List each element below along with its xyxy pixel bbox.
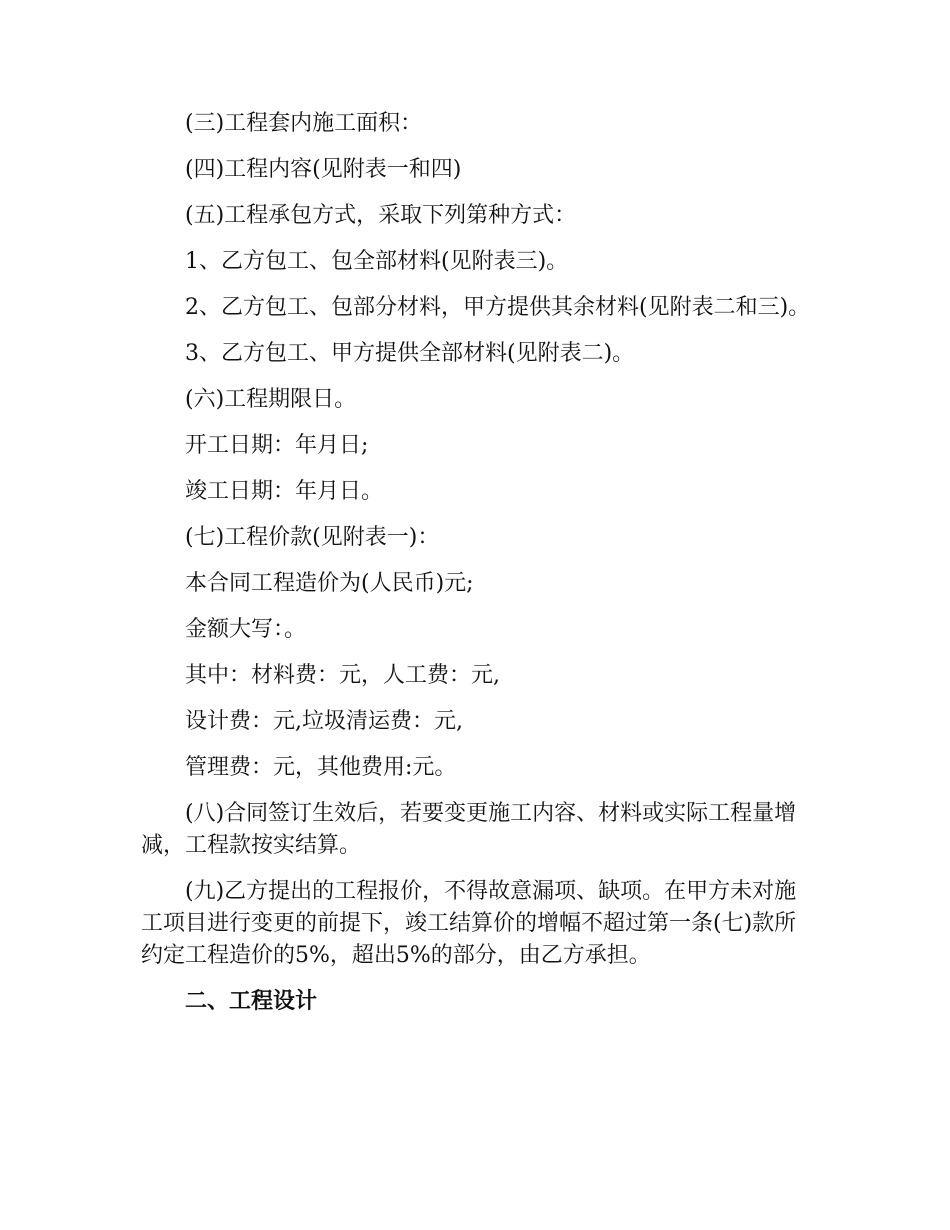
total-cost: 本合同工程造价为(人民币)元; — [185, 571, 474, 596]
clause-work-content: (四)工程内容(见附表一和四) — [185, 157, 462, 182]
start-date: 开工日期：年月日; — [185, 433, 369, 458]
design-cleanup-fees: 设计费：元,垃圾清运费：元, — [185, 709, 463, 734]
section-heading-design: 二、工程设计 — [185, 989, 318, 1014]
management-other-fees: 管理费：元，其他费用:元。 — [185, 755, 457, 780]
amount-in-words: 金额大写：。 — [185, 617, 307, 642]
clause-construction-area: (三)工程套内施工面积： — [185, 111, 423, 136]
document-body — [141, 108, 813, 1018]
clause-contract-method: (五)工程承包方式，采取下列第种方式： — [185, 203, 577, 228]
option-1: 1、乙方包工、包全部材料(见附表三)。 — [185, 249, 569, 274]
option-2: 2、乙方包工、包部分材料，甲方提供其余材料(见附表二和三)。 — [185, 295, 811, 320]
option-3: 3、乙方包工、甲方提供全部材料(见附表二)。 — [185, 341, 635, 366]
clause-price: (七)工程价款(见附表一)： — [185, 525, 440, 550]
material-labor-fees: 其中：材料费：元，人工费：元, — [185, 663, 500, 688]
clause-change-settlement: (八)合同签订生效后，若要变更施工内容、材料或实际工程量增减，工程款按实结算。 — [141, 801, 797, 858]
clause-quotation: (九)乙方提出的工程报价，不得故意漏项、缺项。在甲方未对施工项目进行变更的前提下，竣工结算价的增幅不超过第一条(七)款所约定工程造价的5%，超出5%的部分，由乙方承担。 — [141, 879, 797, 968]
clause-work-period: (六)工程期限日。 — [185, 387, 357, 412]
completion-date: 竣工日期：年月日。 — [185, 479, 384, 504]
